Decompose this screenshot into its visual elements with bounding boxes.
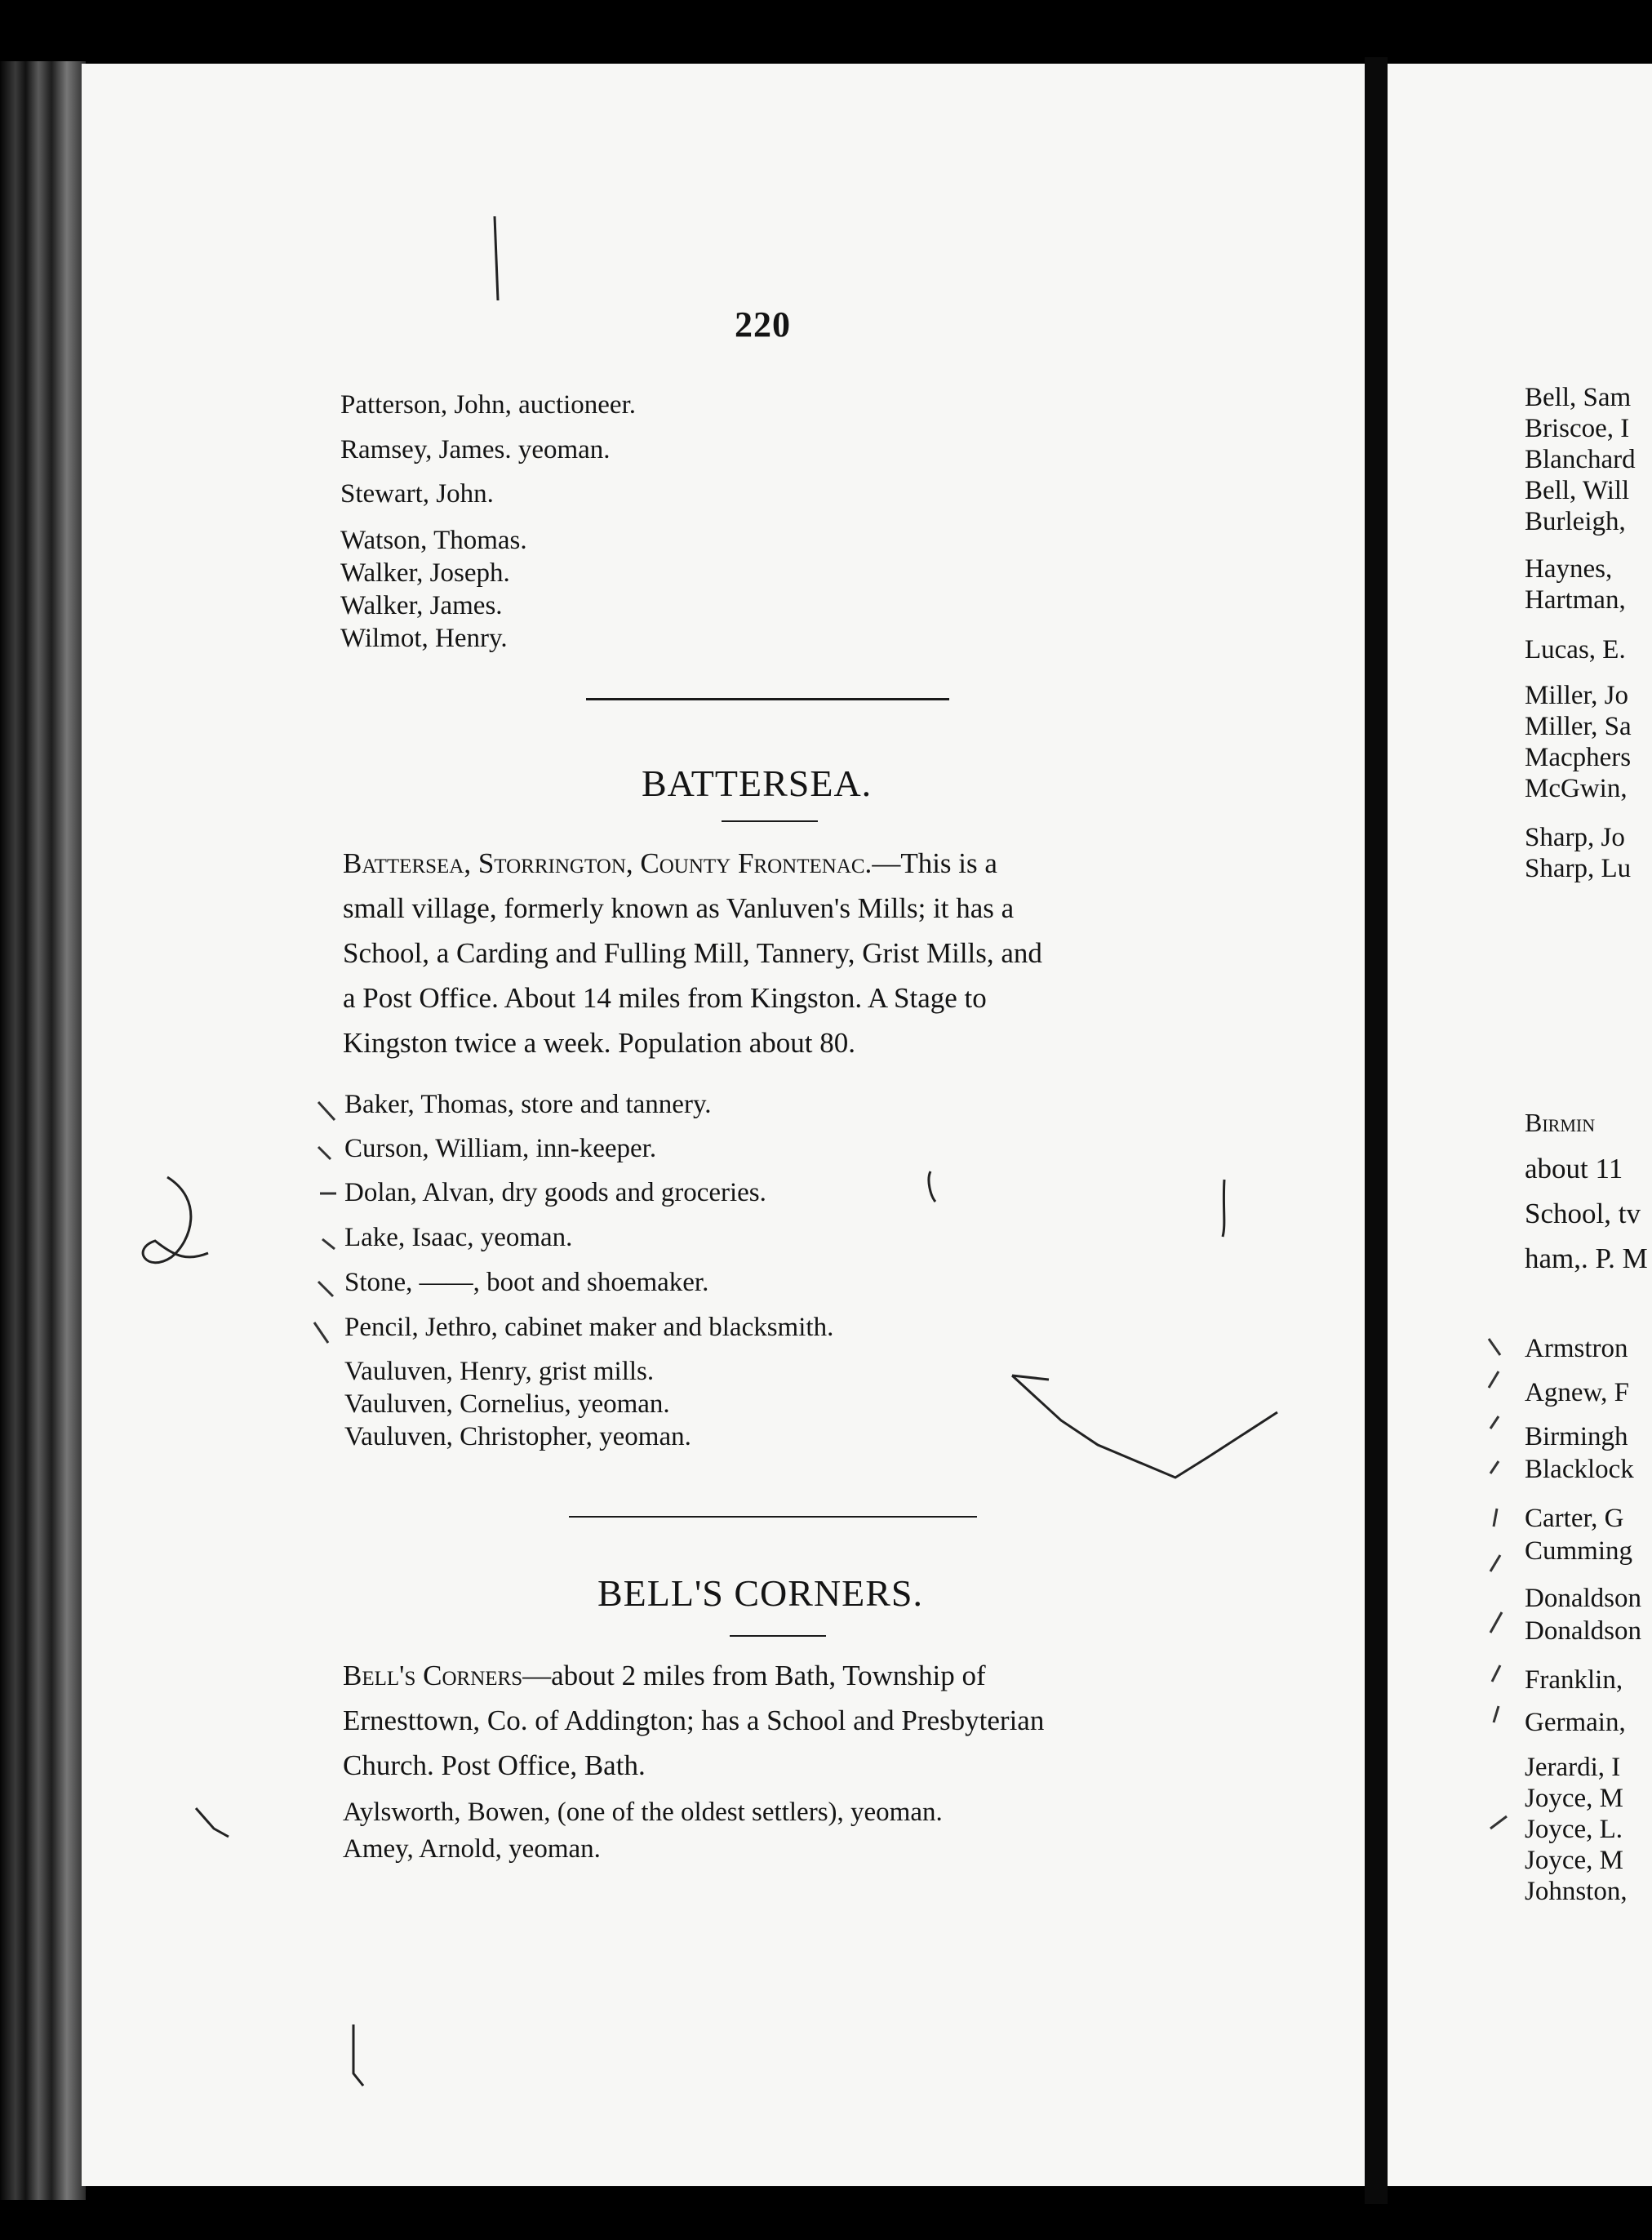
list-item: Vauluven, Cornelius, yeoman.: [344, 1389, 670, 1419]
list-item: Stone, ——, boot and shoemaker.: [344, 1268, 709, 1297]
description-line: Kingston twice a week. Population about 80.: [343, 1027, 855, 1059]
place-name: Battersea, Storrington, County Frontenac.: [343, 847, 873, 879]
right-paragraph-line: about 11: [1525, 1153, 1623, 1184]
list-item: Ramsey, James. yeoman.: [340, 435, 611, 464]
right-list-item: Agnew, F: [1525, 1378, 1630, 1407]
section-heading-battersea: BATTERSEA.: [642, 762, 873, 804]
right-list-item: Franklin,: [1525, 1665, 1623, 1695]
list-item: Lake, Isaac, yeoman.: [344, 1223, 573, 1252]
right-list-item: Bell, Sam: [1525, 383, 1632, 412]
list-item: Vauluven, Henry, grist mills.: [344, 1357, 655, 1386]
tick-mark: [1490, 1461, 1499, 1473]
right-list-item: Joyce, M: [1525, 1784, 1623, 1813]
list-item: Dolan, Alvan, dry goods and groceries.: [344, 1178, 766, 1207]
description-line: a Post Office. About 14 miles from Kingston. A Stage to: [343, 982, 987, 1014]
right-list-item: Burleigh,: [1525, 507, 1626, 536]
right-list-item: Johnston,: [1525, 1877, 1628, 1906]
list-item: Pencil, Jethro, cabinet maker and blacksmith.: [344, 1313, 834, 1342]
tick-mark: [318, 1147, 331, 1159]
right-list-item: Germain,: [1525, 1708, 1626, 1737]
section-heading-bells-corners: BELL'S CORNERS.: [597, 1572, 924, 1614]
tick-mark: [1490, 1816, 1507, 1829]
page-number: 220: [735, 304, 791, 344]
pencil-curve: [929, 1171, 935, 1202]
list-item: Amey, Arnold, yeoman.: [343, 1834, 601, 1864]
list-item: Curson, William, inn-keeper.: [344, 1134, 657, 1163]
right-list-item: Carter, G: [1525, 1504, 1624, 1533]
right-paragraph-line: ham,. P. M: [1525, 1242, 1648, 1274]
list-item: Wilmot, Henry.: [340, 624, 508, 653]
right-list-item: Blacklock: [1525, 1455, 1634, 1484]
tick-mark: [1492, 1665, 1500, 1682]
right-list-item: Armstron: [1525, 1334, 1628, 1363]
heading-underline: [722, 820, 818, 822]
tick-mark: [1490, 1612, 1502, 1633]
right-list-item: Donaldson: [1525, 1616, 1641, 1646]
description-line: Church. Post Office, Bath.: [343, 1749, 646, 1781]
description-line: —This is a: [872, 847, 997, 879]
tick-mark: [1494, 1509, 1497, 1527]
pencil-loop: [143, 1177, 208, 1263]
right-list-item: Miller, Jo: [1525, 681, 1629, 710]
right-paragraph-line: School, tv: [1525, 1198, 1641, 1229]
bells-corners-description: [343, 1653, 1200, 1788]
tick-mark: [1490, 1416, 1499, 1429]
description-line: —about 2 miles from Bath, Township of: [522, 1660, 986, 1691]
right-list-item: Jerardi, I: [1525, 1753, 1621, 1782]
right-list-item: Sharp, Lu: [1525, 854, 1632, 883]
pencil-vertical: [1223, 1180, 1224, 1237]
tick-mark: [322, 1239, 335, 1249]
right-paragraph-line: Birmin: [1525, 1108, 1596, 1137]
tick-mark: [1494, 1706, 1499, 1722]
pencil-tick: [196, 1808, 229, 1837]
right-list-item: Bell, Will: [1525, 476, 1630, 505]
right-list-item: Macphers: [1525, 743, 1632, 772]
list-item: Baker, Thomas, store and tannery.: [344, 1090, 712, 1119]
right-list-item: McGwin,: [1525, 774, 1628, 803]
tick-mark: [1490, 1555, 1500, 1571]
list-item: Walker, James.: [340, 591, 503, 620]
description-line: small village, formerly known as Vanluven's Mills; it has a: [343, 892, 1015, 924]
right-list-item: Blanchard: [1525, 445, 1636, 474]
list-item: Vauluven, Christopher, yeoman.: [344, 1422, 691, 1451]
right-list-item: Cumming: [1525, 1536, 1633, 1566]
tick-mark: [314, 1322, 328, 1343]
right-list-item: Joyce, L.: [1525, 1815, 1623, 1844]
pencil-squiggle: [1012, 1376, 1277, 1478]
list-item: Stewart, John.: [340, 479, 494, 509]
place-name: Bell's Corners: [343, 1660, 523, 1691]
heading-underline: [730, 1635, 826, 1637]
right-list-item: Donaldson: [1525, 1584, 1641, 1613]
section-divider: [569, 1516, 977, 1518]
right-list-item: Hartman,: [1525, 585, 1626, 615]
right-list-item: Birmingh: [1525, 1422, 1628, 1451]
list-item: Walker, Joseph.: [340, 558, 510, 588]
right-list-item: Sharp, Jo: [1525, 823, 1625, 852]
tick-mark: [318, 1282, 333, 1296]
right-list-item: Miller, Sa: [1525, 712, 1632, 741]
list-item: Aylsworth, Bowen, (one of the oldest settlers), yeoman.: [343, 1798, 943, 1827]
description-line: School, a Carding and Fulling Mill, Tannery, Grist Mills, and: [343, 937, 1042, 969]
tick-mark: [318, 1102, 335, 1120]
section-divider: [586, 698, 949, 700]
pencil-stroke-lower: [353, 2024, 363, 2086]
list-item: Patterson, John, auctioneer.: [340, 390, 637, 420]
tick-mark: [1489, 1339, 1500, 1355]
list-item: Watson, Thomas.: [340, 526, 527, 555]
battersea-description: [343, 841, 1200, 1065]
tick-mark: [1489, 1371, 1499, 1388]
pencil-stroke-top: [495, 216, 498, 300]
right-list-item: Haynes,: [1525, 554, 1613, 584]
right-list-item: Lucas, E.: [1525, 635, 1626, 664]
right-list-item: Briscoe, I: [1525, 414, 1630, 443]
description-line: Ernesttown, Co. of Addington; has a School and Presbyterian: [343, 1704, 1045, 1736]
right-list-item: Joyce, M: [1525, 1846, 1623, 1875]
